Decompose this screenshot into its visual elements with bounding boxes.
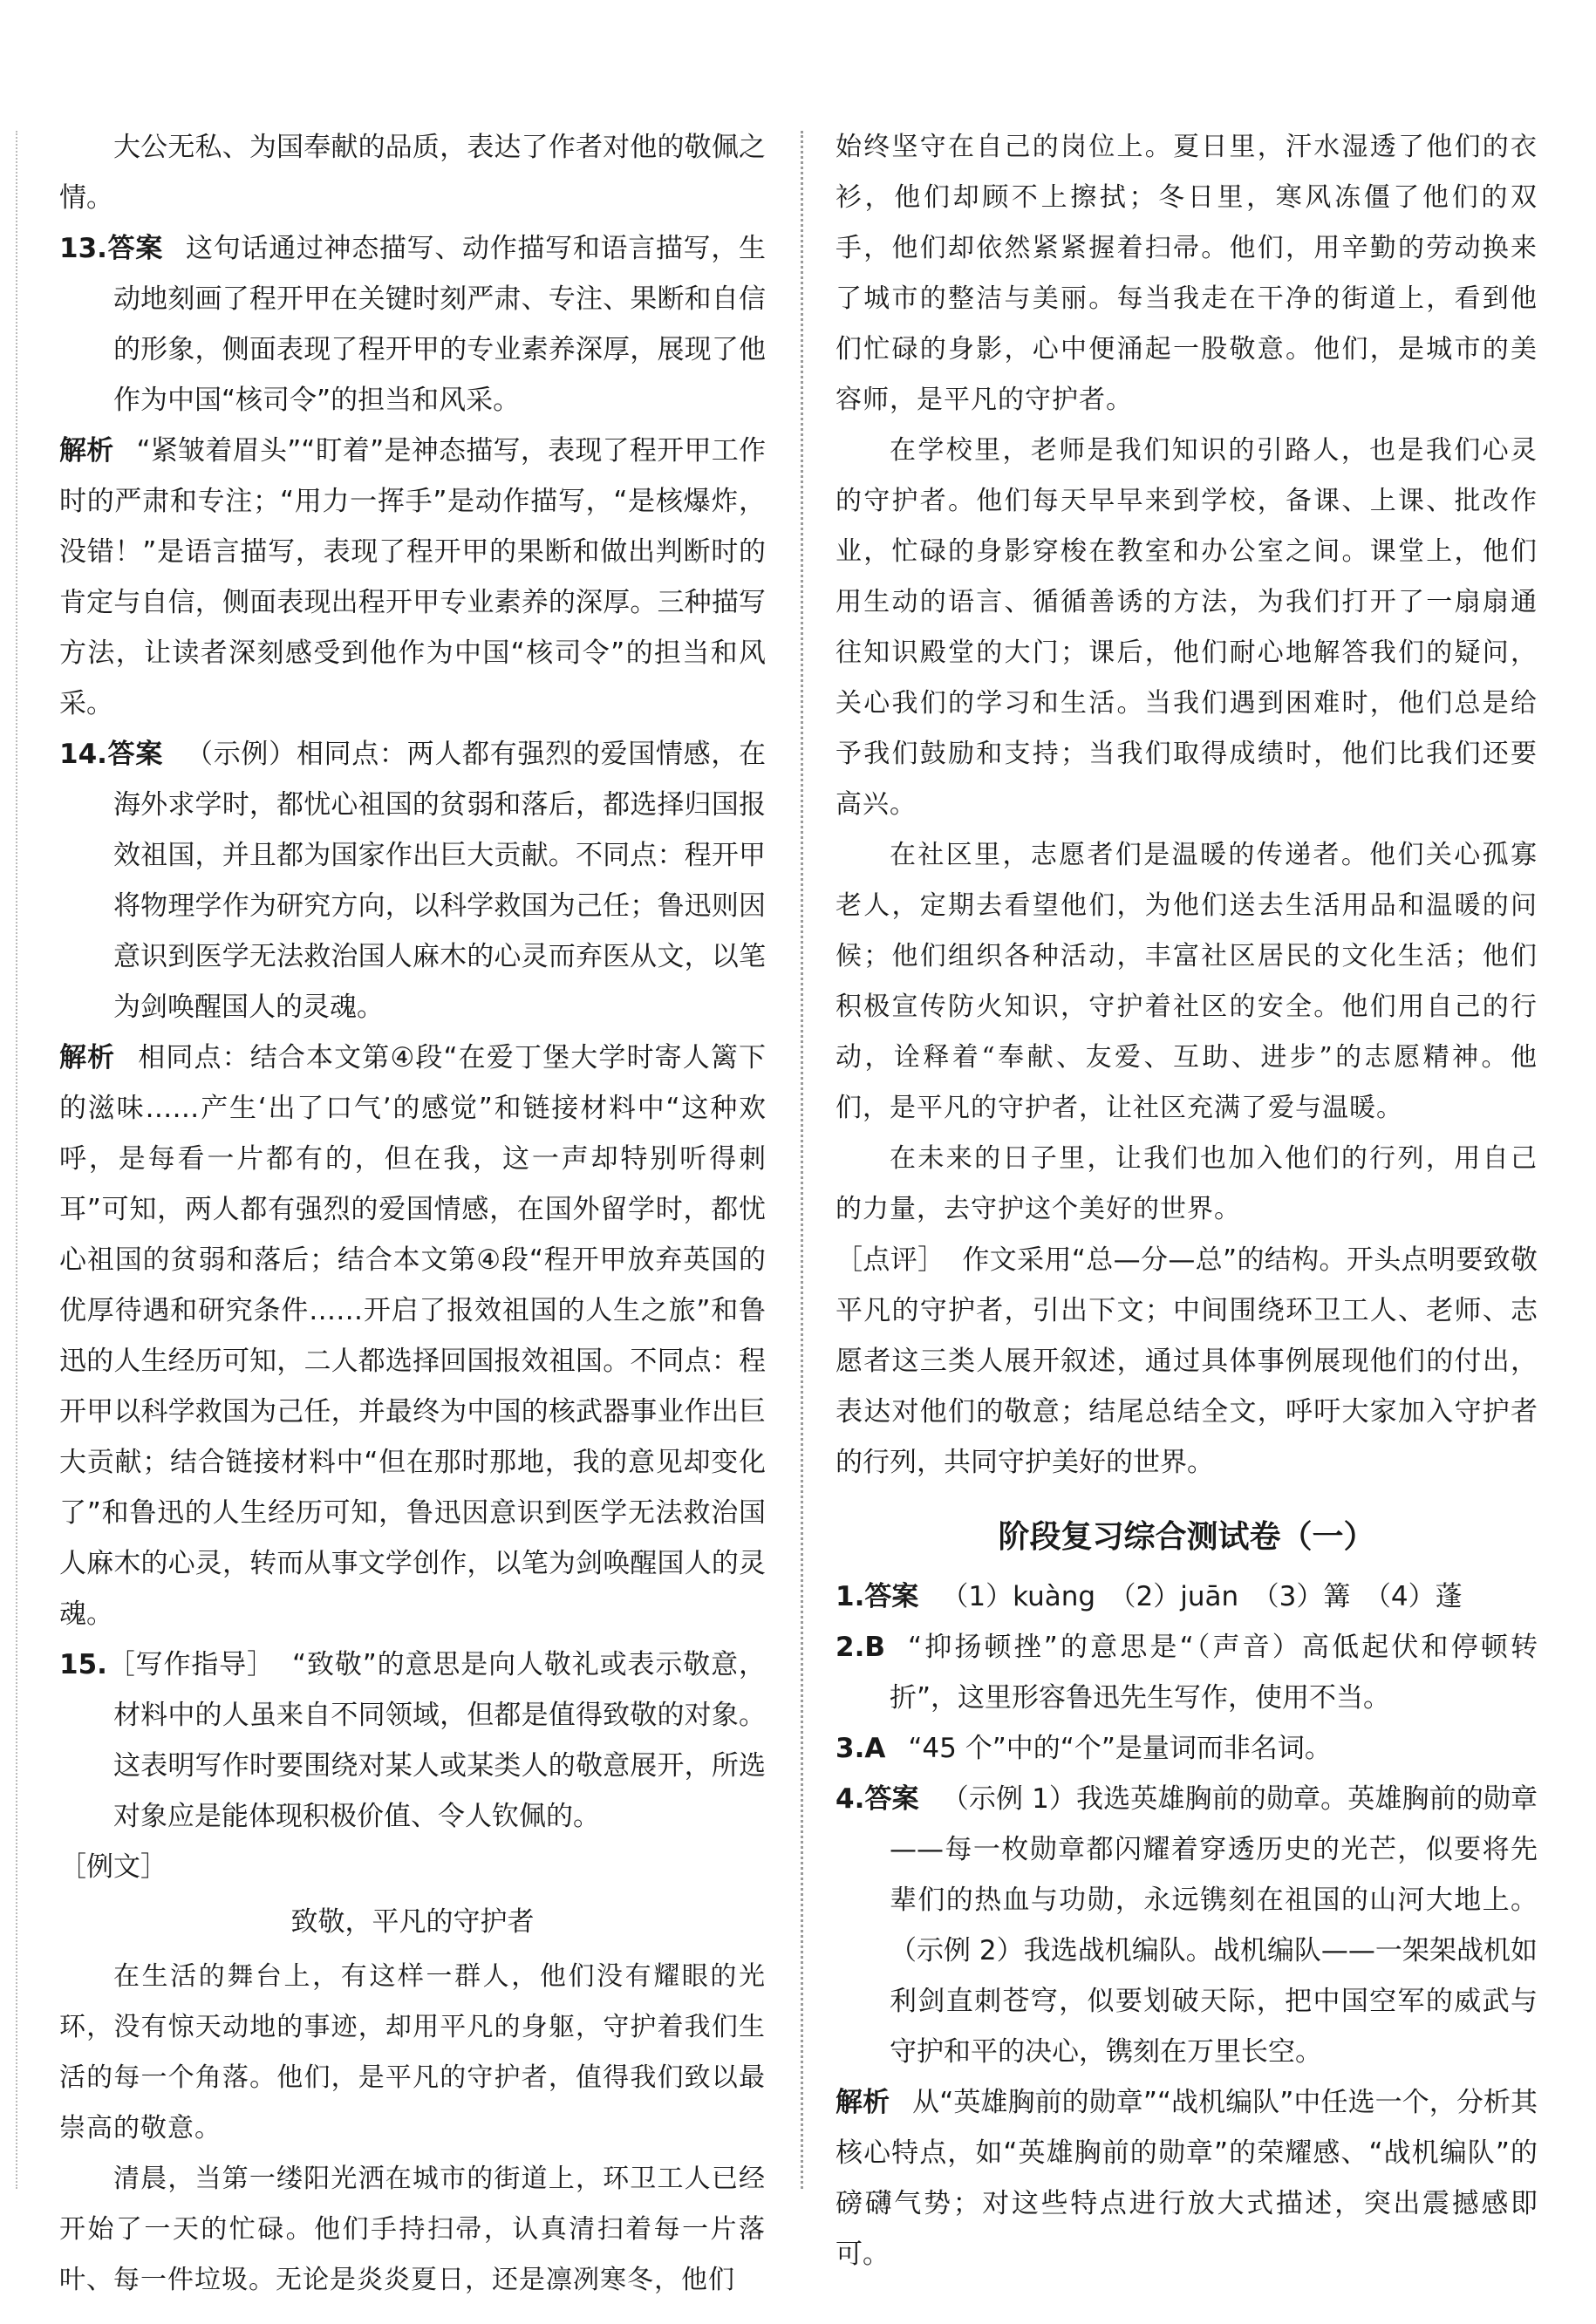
essay-paragraph: 在社区里，志愿者们是温暖的传递者。他们关心孤寡老人，定期去看望他们，为他们送去生活用品和温暖的问候；他们组织各种活动，丰富社区居民的文化生活；他们积极宣传防火知识，守护着社区的安全。他们用自己的行动，诠释着“奉献、友爱、互助、进步”的志愿精神。他们，是平凡的守护者，让社区充满了爱与温暖。	[836, 840, 1538, 1123]
answer-text: “抑扬顿挫”的意思是“（声音）高低起伏和停顿转折”，这里形容鲁迅先生写作，使用不当。	[890, 1632, 1538, 1714]
answer-tag: 答案	[864, 1581, 919, 1612]
answer-text: （1）kuàng （2）juān （3）篝 （4）蓬	[941, 1581, 1463, 1612]
page-edge-line	[16, 131, 17, 2189]
question-4-answer	[836, 1774, 1538, 2077]
comment-tag: ［点评］	[836, 1244, 945, 1276]
analysis-tag: 解析	[59, 435, 114, 467]
question-1	[836, 1571, 1538, 1622]
left-column	[59, 122, 766, 2306]
essay-paragraph: 始终坚守在自己的岗位上。夏日里，汗水湿透了他们的衣衫，他们却顾不上擦拭；冬日里，寒风冻僵了他们的双手，他们却依然紧紧握着扫帚。他们，用辛勤的劳动换来了城市的整洁与美丽。每当我走在干净的街道上，看到他们忙碌的身影，心中便涌起一股敬意。他们，是城市的美容师，是平凡的守护者。	[836, 132, 1538, 415]
question-14-analysis	[59, 1033, 766, 1639]
analysis-tag: 解析	[836, 2087, 890, 2118]
guide-tag: ［写作指导］	[106, 1649, 276, 1680]
analysis-tag: 解析	[59, 1042, 116, 1073]
answer-tag: A	[864, 1733, 886, 1764]
essay-paragraph: 在学校里，老师是我们知识的引路人，也是我们心灵的守护者。他们每天早早来到学校，备课、上课、批改作业，忙碌的身影穿梭在教室和办公室之间。课堂上，他们用生动的语言、循循善诱的方法，为我们打开了一扇扇通往知识殿堂的大门；课后，他们耐心地解答我们的疑问，关心我们的学习和生活。当我们遇到困难时，他们总是给予我们鼓励和支持；当我们取得成绩时，他们比我们还要高兴。	[836, 435, 1538, 820]
answer-text: 这句话通过神态描写、动作描写和语言描写，生动地刻画了程开甲在关键时刻严肃、专注、果断和自信的形象，侧面表现了程开甲的专业素养深厚，展现了他作为中国“核司令”的担当和风采。	[113, 233, 767, 416]
question-3	[836, 1723, 1538, 1774]
guide-text: “致敬”的意思是向人敬礼或表示敬意，材料中的人虽来自不同领域，但都是值得致敬的对象。这表明写作时要围绕对某人或某类人的敬意展开，所选对象应是能体现积极价值、令人钦佩的。	[113, 1649, 767, 1832]
analysis-text: 相同点：结合本文第④段“在爱丁堡大学时寄人篱下的滋味……产生‘出了口气’的感觉”和链接材料中“这种欢呼，是每看一片都有的，但在我，这一声却特别听得刺耳”可知，两人都有强烈的爱国情感，在国外留学时，都忧心祖国的贫弱和落后；结合本文第④段“程开甲放弃英国的优厚待遇和研究条件……开启了报效祖国的人生之旅”和鲁迅的人生经历可知，二人都选择回国报效祖国。不同点：程开甲以科学救国为己任，并最终为中国的核武器事业作出巨大贡献；结合链接材料中“但在那时那地，我的意见却变化了”和鲁迅的人生经历可知，鲁迅因意识到医学无法救治国人麻木的心灵，转而从事文学创作，以笔为剑唤醒国人的灵魂。	[59, 1042, 766, 1630]
question-2	[836, 1622, 1538, 1723]
question-14-answer	[59, 729, 766, 1033]
answer-text: “45 个”中的“个”是量词而非名词。	[908, 1733, 1332, 1764]
question-number: 1.	[836, 1581, 865, 1612]
question-number: 15.	[59, 1649, 107, 1680]
question-4-analysis	[836, 2077, 1538, 2280]
comment-text: 作文采用“总—分—总”的结构。开头点明要致敬平凡的守护者，引出下文；中间围绕环卫工人、老师、志愿者这三类人展开叙述，通过具体事例展现他们的付出，表达对他们的敬意；结尾总结全文，呼吁大家加入守护者的行列，共同守护美好的世界。	[836, 1244, 1538, 1478]
continued-paragraph: 大公无私、为国奉献的品质，表达了作者对他的敬佩之情。	[59, 132, 766, 214]
answer-tag: B	[864, 1632, 885, 1663]
question-13-answer	[59, 223, 766, 426]
essay-paragraph: 在生活的舞台上，有这样一群人，他们没有耀眼的光环，没有惊天动地的事迹，却用平凡的身躯，守护着我们生活的每一个角落。他们，是平凡的守护者，值得我们致以最崇高的敬意。	[59, 1961, 766, 2143]
answer-tag: 答案	[106, 739, 164, 770]
answer-text: （示例 1）我选英雄胸前的勋章。英雄胸前的勋章——每一枚勋章都闪耀着穿透历史的光芒，似要将先辈们的热血与功勋，永远镌刻在祖国的山河大地上。（示例 2）我选战机编队。战机编队——一架架战机如利剑直刺苍穹，似要划破天际，把中国空军的威武与守护和平的决心，镌刻在万里长空。	[890, 1783, 1538, 2068]
column-divider	[801, 131, 803, 2189]
essay-paragraph: 在未来的日子里，让我们也加入他们的行列，用自己的力量，去守护这个美好的世界。	[836, 1143, 1538, 1224]
essay-paragraph: 清晨，当第一缕阳光洒在城市的街道上，环卫工人已经开始了一天的忙碌。他们手持扫帚，认真清扫着每一片落叶、每一件垃圾。无论是炎炎夏日，还是凛冽寒冬，他们	[59, 2164, 766, 2295]
essay-comment	[836, 1235, 1538, 1488]
question-number: 13.	[59, 233, 107, 264]
question-number: 2.	[836, 1632, 865, 1663]
question-number: 3.	[836, 1733, 865, 1764]
section-title: 阶段复习综合测试卷（一）	[998, 1519, 1375, 1555]
right-column	[836, 122, 1538, 2280]
question-15-guide	[59, 1639, 766, 1842]
analysis-text: 从“英雄胸前的勋章”“战机编队”中任选一个，分析其核心特点，如“英雄胸前的勋章”的荣耀感、“战机编队”的磅礴气势；对这些特点进行放大式描述，突出震撼感即可。	[836, 2087, 1538, 2270]
question-number: 4.	[836, 1783, 865, 1815]
analysis-text: “紧皱着眉头”“盯着”是神态描写，表现了程开甲工作时的严肃和专注；“用力一挥手”是动作描写，“是核爆炸，没错！”是语言描写，表现了程开甲的果断和做出判断时的肯定与自信，侧面表现出程开甲专业素养的深厚。三种描写方法，让读者深刻感受到他作为中国“核司令”的担当和风采。	[59, 435, 766, 719]
question-number: 14.	[59, 739, 107, 770]
answer-text: （示例）相同点：两人都有强烈的爱国情感，在海外求学时，都忧心祖国的贫弱和落后，都选择归国报效祖国，并且都为国家作出巨大贡献。不同点：程开甲将物理学作为研究方向，以科学救国为己任；鲁迅则因意识到医学无法救治国人麻木的心灵而弃医从文，以笔为剑唤醒国人的灵魂。	[113, 739, 767, 1023]
answer-tag: 答案	[864, 1783, 919, 1815]
example-tag: ［例文］	[59, 1851, 167, 1883]
answer-tag: 答案	[106, 233, 164, 264]
question-13-analysis	[59, 426, 766, 729]
essay-title: 致敬，平凡的守护者	[290, 1906, 535, 1938]
